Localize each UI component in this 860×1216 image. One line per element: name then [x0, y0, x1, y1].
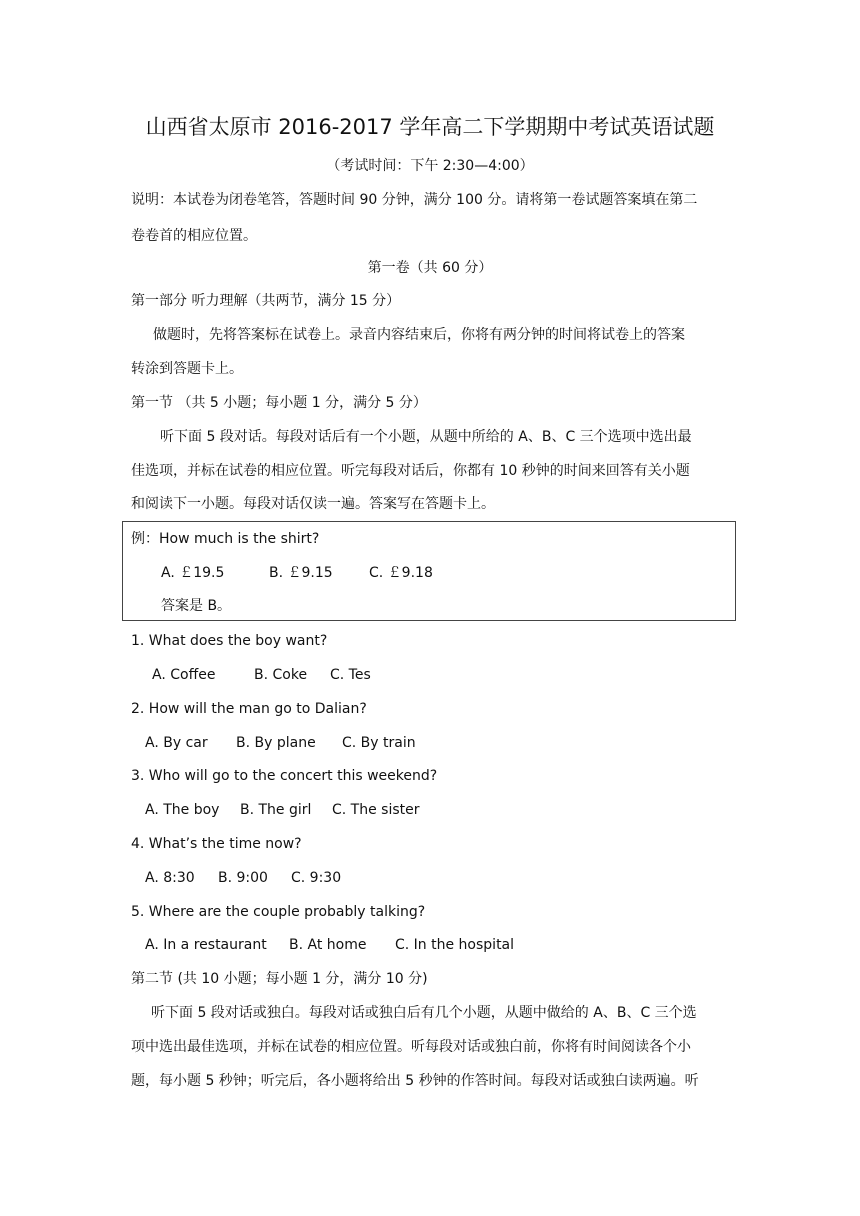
- question-2-option-c: C. By train: [342, 735, 416, 751]
- example-option-a: A. ￡19.5: [161, 565, 225, 581]
- section2-directions-line-3: 题，每小题 5 秒钟；听完后，各小题将给出 5 秒钟的作答时间。每段对话或独白读两遍。听: [131, 1073, 699, 1089]
- question-4-option-a: A. 8:30: [145, 870, 195, 886]
- question-3-option-b: B. The girl: [240, 802, 312, 818]
- question-1: 1. What does the boy want?: [131, 633, 328, 649]
- example-box: [122, 521, 736, 621]
- example-question: 例：How much is the shirt?: [131, 531, 320, 547]
- question-5-option-c: C. In the hospital: [395, 937, 515, 953]
- question-1-option-a: A. Coffee: [152, 667, 216, 683]
- example-option-b: B. ￡9.15: [269, 565, 333, 581]
- part1-directions-line-1: 做题时，先将答案标在试卷上。录音内容结束后，你将有两分钟的时间将试卷上的答案: [153, 327, 685, 343]
- question-2: 2. How will the man go to Dalian?: [131, 701, 367, 717]
- question-2-option-b: B. By plane: [236, 735, 316, 751]
- question-3-option-a: A. The boy: [145, 802, 220, 818]
- section2-header: 第二节 (共 10 小题；每小题 1 分，满分 10 分): [131, 971, 428, 987]
- question-4: 4. What’s the time now?: [131, 836, 302, 852]
- question-5-option-a: A. In a restaurant: [145, 937, 267, 953]
- question-2-option-a: A. By car: [145, 735, 208, 751]
- section1-header: 第一节 （共 5 小题；每小题 1 分，满分 5 分）: [131, 395, 427, 411]
- section1-directions-line-1: 听下面 5 段对话。每段对话后有一个小题，从题中所给的 A、B、C 三个选项中选出最: [160, 429, 692, 445]
- section2-directions-line-2: 项中选出最佳选项，并标在试卷的相应位置。听每段对话或独白前，你将有时间阅读各个小: [131, 1039, 691, 1055]
- exam-time: （考试时间：下午 2:30—4:00）: [326, 158, 534, 174]
- section1-directions-line-2: 佳选项，并标在试卷的相应位置。听完每段对话后，你都有 10 秒钟的时间来回答有关小题: [131, 463, 690, 479]
- question-5-option-b: B. At home: [289, 937, 367, 953]
- example-answer: 答案是 B。: [161, 598, 232, 614]
- example-option-c: C. ￡9.18: [369, 565, 433, 581]
- instructions-line-2: 卷卷首的相应位置。: [131, 228, 257, 244]
- volume1-header: 第一卷（共 60 分）: [367, 260, 493, 276]
- page-title: 山西省太原市 2016-2017 学年高二下学期期中考试英语试题: [145, 115, 715, 139]
- part1-header: 第一部分 听力理解（共两节，满分 15 分）: [131, 293, 401, 309]
- question-1-option-c: C. Tes: [330, 667, 371, 683]
- question-3: 3. Who will go to the concert this weekend?: [131, 768, 438, 784]
- question-5: 5. Where are the couple probably talking?: [131, 904, 426, 920]
- part1-directions-line-2: 转涂到答题卡上。: [131, 361, 243, 377]
- instructions-line-1: 说明：本试卷为闭卷笔答，答题时间 90 分钟，满分 100 分。请将第一卷试题答案填在第二: [131, 192, 698, 208]
- section1-directions-line-3: 和阅读下一小题。每段对话仅读一遍。答案写在答题卡上。: [131, 496, 495, 512]
- question-1-option-b: B. Coke: [254, 667, 308, 683]
- question-3-option-c: C. The sister: [332, 802, 420, 818]
- question-4-option-b: B. 9:00: [218, 870, 268, 886]
- section2-directions-line-1: 听下面 5 段对话或独白。每段对话或独白后有几个小题，从题中做给的 A、B、C 三个选: [151, 1005, 697, 1021]
- question-4-option-c: C. 9:30: [291, 870, 342, 886]
